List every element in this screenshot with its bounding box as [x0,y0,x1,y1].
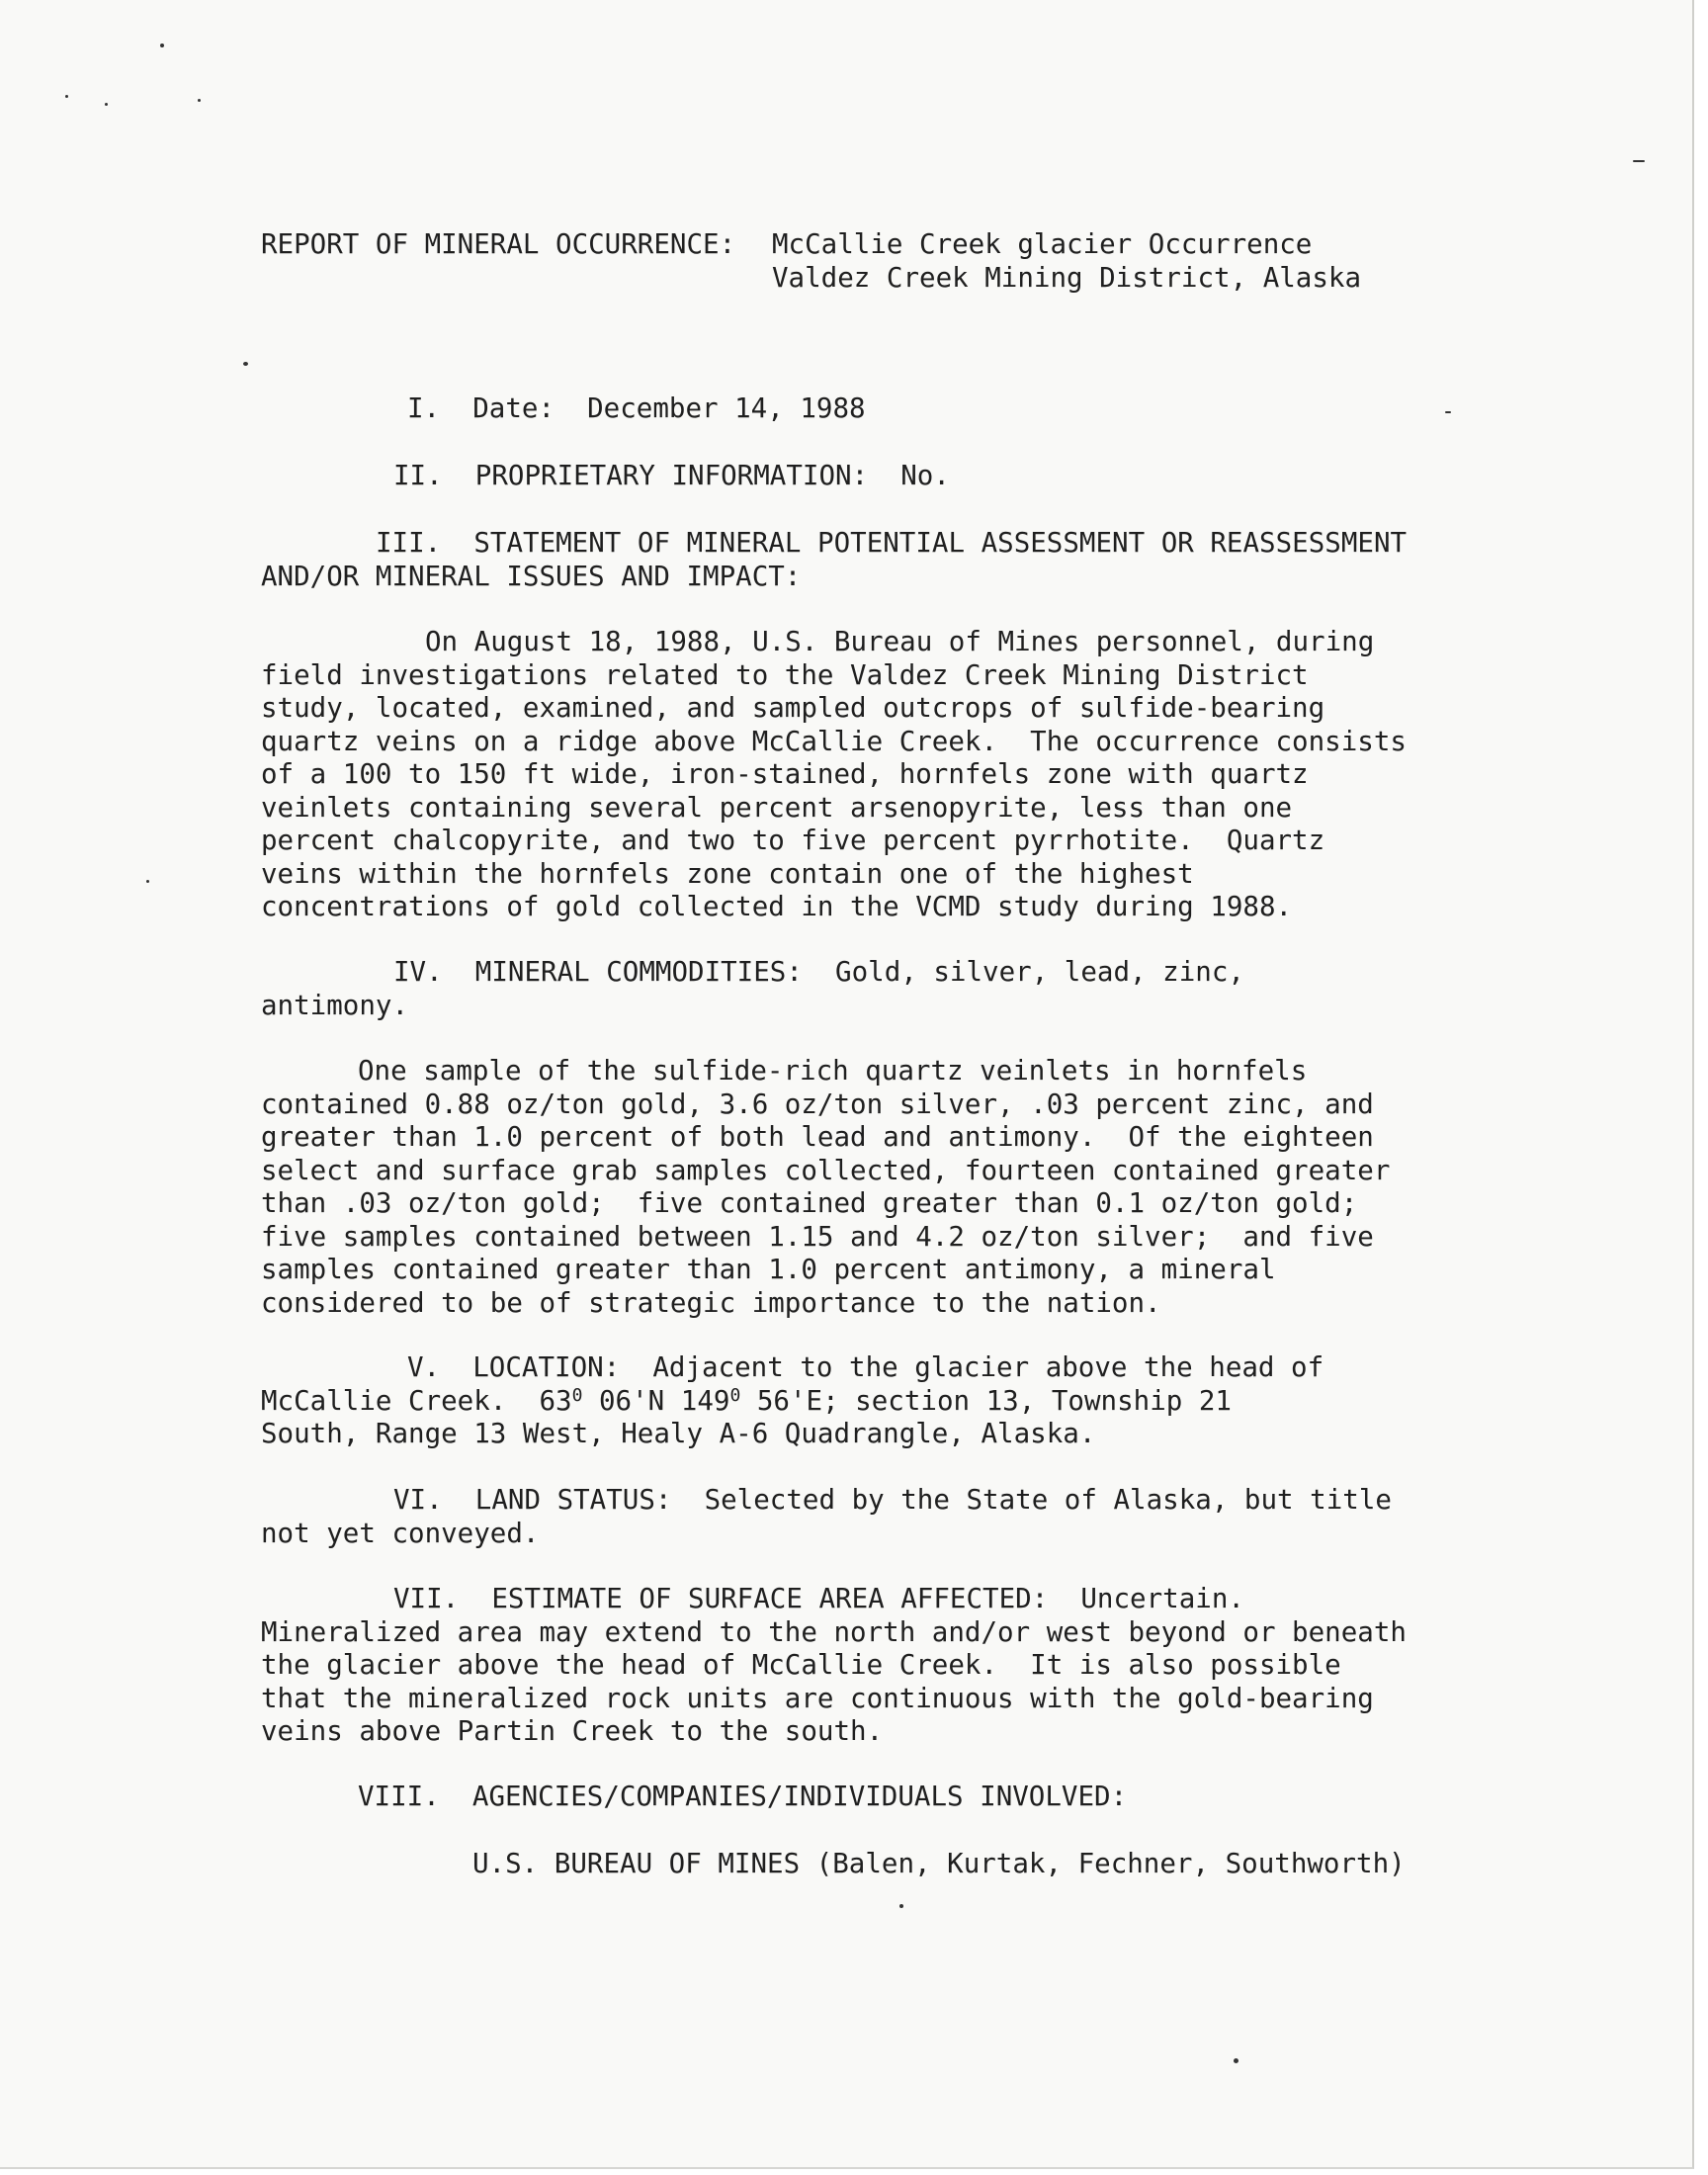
agencies-list: U.S. BUREAU OF MINES (Balen, Kurtak, Fechner, Southworth) [472,1848,1406,1879]
degree-mark: 0 [729,1385,741,1406]
paragraph-line: of a 100 to 150 ft wide, iron-stained, hornfels zone with quartz [261,758,1309,790]
paragraph-line: field investigations related to the Valdez Creek Mining District [261,659,1309,691]
paragraph-line: five samples contained between 1.15 and 4.2 oz/ton silver; and five [261,1221,1374,1253]
paragraph-line: veins within the hornfels zone contain one of the highest [261,858,1194,890]
section-surface-area-heading: VII. ESTIMATE OF SURFACE AREA AFFECTED: Uncertain. [393,1583,1244,1614]
paragraph-line: South, Range 13 West, Healy A-6 Quadrangle, Alaska. [261,1418,1096,1449]
section-agencies-heading: VIII. AGENCIES/COMPANIES/INDIVIDUALS INVOLVED: [358,1781,1128,1812]
section-statement-heading: III. STATEMENT OF MINERAL POTENTIAL ASSESSMENT OR REASSESSMENT [376,527,1408,559]
paragraph-line: concentrations of gold collected in the VCMD study during 1988. [261,891,1293,922]
paragraph-line: quartz veins on a ridge above McCallie Creek. The occurrence consists [261,726,1407,757]
location-text: McCallie Creek. 63 [261,1385,572,1417]
paragraph-line: considered to be of strategic importance to the nation. [261,1287,1161,1319]
section-statement-heading: AND/OR MINERAL ISSUES AND IMPACT: [261,561,802,592]
section-commodities-heading: antimony. [261,990,409,1021]
paragraph-line: Mineralized area may extend to the north and/or west beyond or beneath [261,1616,1407,1648]
section-commodities-heading: IV. MINERAL COMMODITIES: Gold, silver, lead, zinc, [393,956,1244,988]
report-title: McCallie Creek glacier Occurrence [772,228,1313,260]
paragraph-line: samples contained greater than 1.0 percent antimony, a mineral [261,1254,1276,1285]
section-location-heading: V. LOCATION: Adjacent to the glacier above the head of [407,1351,1324,1383]
paragraph-line: veinlets containing several percent arsenopyrite, less than one [261,792,1293,824]
location-text: 06'N 149 [582,1385,730,1417]
location-text: 56'E; section 13, Township 21 [740,1385,1232,1417]
section-date: I. Date: December 14, 1988 [407,392,866,424]
paragraph-line: veins above Partin Creek to the south. [261,1715,884,1747]
report-subtitle: Valdez Creek Mining District, Alaska [772,262,1362,294]
paragraph-line: select and surface grab samples collected, fourteen contained greater [261,1155,1391,1186]
report-label: REPORT OF MINERAL OCCURRENCE: [261,228,736,260]
paragraph-line: greater than 1.0 percent of both lead and antimony. Of the eighteen [261,1121,1374,1153]
section-proprietary: II. PROPRIETARY INFORMATION: No. [393,460,950,491]
paragraph-line: percent chalcopyrite, and two to five percent pyrrhotite. Quartz [261,825,1325,856]
paragraph-line: not yet conveyed. [261,1518,540,1549]
section-land-status-heading: VI. LAND STATUS: Selected by the State of Alaska, but title [393,1484,1392,1516]
paragraph-line: the glacier above the head of McCallie Creek. It is also possible [261,1649,1341,1681]
paragraph-line: that the mineralized rock units are continuous with the gold-bearing [261,1683,1374,1714]
paragraph-line: than .03 oz/ton gold; five contained greater than 0.1 oz/ton gold; [261,1187,1358,1219]
paragraph-line [261,1384,1232,1418]
degree-mark: 0 [571,1385,583,1406]
paragraph-line: On August 18, 1988, U.S. Bureau of Mines personnel, during [425,626,1375,657]
paragraph-line: One sample of the sulfide-rich quartz veinlets in hornfels [358,1055,1308,1087]
paragraph-line: contained 0.88 oz/ton gold, 3.6 oz/ton silver, .03 percent zinc, and [261,1088,1374,1120]
paragraph-line: study, located, examined, and sampled outcrops of sulfide-bearing [261,692,1325,724]
